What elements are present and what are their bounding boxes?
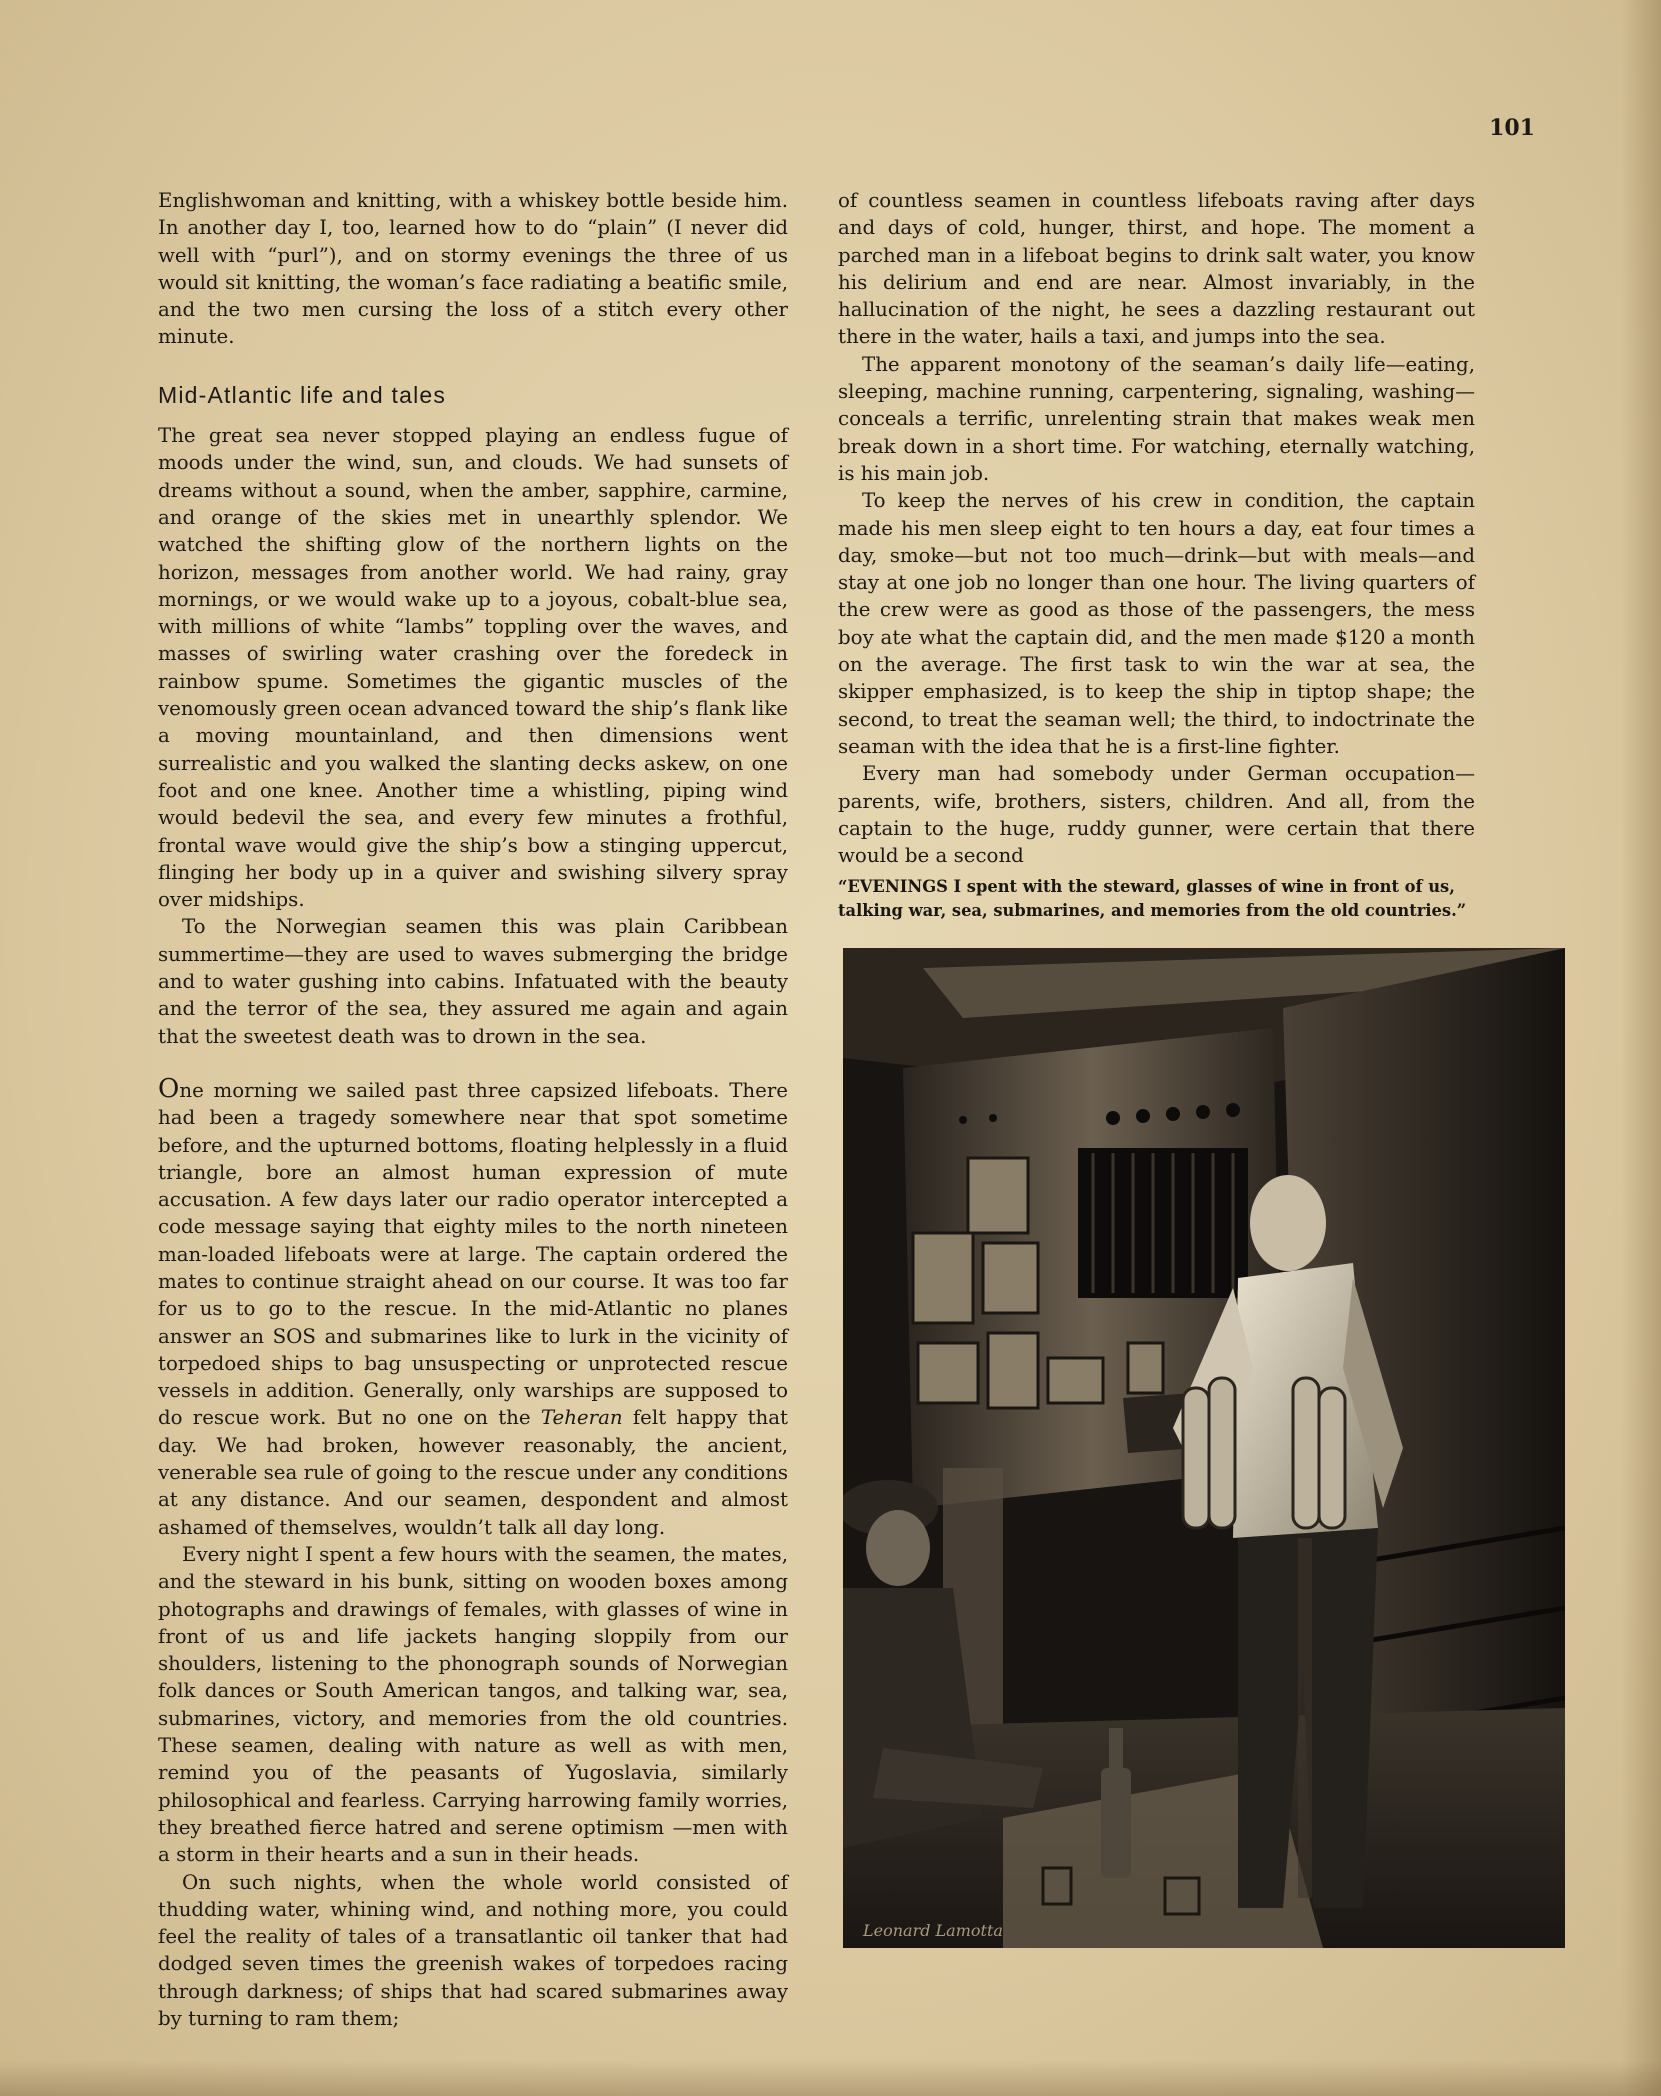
paragraph bbox=[158, 1073, 788, 1541]
artist-signature: Leonard Lamotta bbox=[863, 1921, 1003, 1940]
paragraph: The apparent monotony of the seaman’s daily life—eating, sleeping, machine running, carpentering, signaling, washing—conceals a terrific, unrelenting strain that makes weak men break down in a short time. For watching, eternally watching, is his main job. bbox=[838, 352, 1475, 485]
cup bbox=[1165, 1878, 1199, 1914]
paragraph-text: ne morning we sailed past three capsized lifeboats. There had been a tragedy somewhere near that spot sometime before, and the upturned bottoms, floating helplessly in a fluid triangle, bore an almost human expression of mute accusation. A few days later our radio operator intercepted a code message saying that eighty miles to the north nineteen man-loaded lifeboats were at large. The captain ordered the mates to continue straight ahead on our course. It was too far for us to go to the rescue. In the mid-Atlantic no planes answer an SOS and submarines like to lurk in the vicinity of torpedoed ships to bag unsuspecting or unprotected rescue vessels in addition. Generally, only warships are supposed to do rescue work. But no one on the bbox=[158, 1078, 788, 1430]
bottle-neck bbox=[1109, 1728, 1123, 1773]
left-text-column bbox=[158, 187, 788, 2032]
page-bottom-shadow bbox=[0, 2060, 1661, 2096]
illustration bbox=[843, 948, 1565, 1948]
paragraph: The great sea never stopped playing an endless fugue of moods under the wind, sun, and clouds. We had sunsets of dreams without a sound, when the amber, sapphire, carmine, and orange of the skies met in unearthly splendor. We watched the shifting glow of the northern lights on the horizon, messages from another world. We had rainy, gray mornings, or we would wake up to a joyous, cobalt-blue sea, with millions of white “lambs” toppling over the waves, and masses of swirling water crashing over the foredeck in rainbow spume. Sometimes the gigantic muscles of the venomously green ocean advanced toward the ship’s flank like a moving mountainland, and then dimensions went surrealistic and you walked the slanting decks askew, on one foot and one knee. Another time a whistling, piping wind would bedevil the sea, and every few minutes a frothful, frontal wave would give the ship’s bow a stinging uppercut, flinging her body up in a quiver and swishing silvery spray over midships. bbox=[158, 424, 788, 912]
paragraph: Every night I spent a few hours with the seamen, the mates, and the steward in his bunk, sitting on wooden boxes among photographs and drawings of females, with glasses of wine in front of us and life jackets hanging sloppily from our shoulders, listening to the phonograph sounds of Norwegian folk dances or South American tangos, and talking war, sea, submarines, victory, and memories from the old countries. These seamen, dealing with nature as well as with men, remind you of the peasants of Yugoslavia, similarly philosophical and fearless. Carrying harrowing family worries, they breathed fierce hatred and serene optimism —men with a storm in their hearts and a sun in their heads. bbox=[158, 1542, 788, 1867]
cup bbox=[1043, 1868, 1071, 1904]
curtained-window bbox=[1078, 1148, 1248, 1298]
page-number: 101 bbox=[1489, 115, 1535, 141]
illustration-caption: “EVENINGS I spent with the steward, glasses of wine in front of us, talking war, sea, submarines, and memories from the old countries.” bbox=[838, 877, 1467, 920]
paragraph: Englishwoman and knitting, with a whiskey bottle beside him. In another day I, too, learned how to do “plain” (I never did well with “purl”), and on stormy evenings the three of us would sit knitting, the woman’s face radiating a beatific smile, and the two men cursing the loss of a stitch every other minute. bbox=[158, 189, 788, 349]
paragraph-text: felt happy that day. We had broken, however reasonably, the ancient, venerable sea rule of going to the rescue under any conditions at any distance. And our seamen, despondent and almost ashamed of themselves, wouldn’t talk all day long. bbox=[158, 1406, 788, 1539]
paragraph: Every man had somebody under German occupation—parents, wife, brothers, sisters, children. And all, from the captain to the huge, ruddy gunner, were certain that there would be a second bbox=[838, 762, 1475, 868]
paragraph: On such nights, when the whole world consisted of thudding water, whining wind, and nothing more, you could feel the reality of tales of a transatlantic oil tanker that had dodged seven times the greenish wakes of torpedoes racing through darkness; of ships that had scared submarines away by turning to ram them; bbox=[158, 1870, 788, 2030]
ship-name: Teheran bbox=[540, 1406, 623, 1430]
paragraph: To keep the nerves of his crew in condition, the captain made his men sleep eight to ten hours a day, eat four times a day, smoke—but not too much—drink—but with meals—and stay at one job no longer than one hour. The living quarters of the crew were as good as those of the passengers, the mess boy ate what the captain did, and the men made $120 a month on the average. The first task to win the war at sea, the skipper emphasized, is to keep the ship in tiptop shape; the second, to treat the seaman well; the third, to indoctrinate the seaman with the idea that he is a first-line fighter. bbox=[838, 489, 1475, 758]
paragraph: To the Norwegian seamen this was plain Caribbean summertime—they are used to waves submerging the bridge and to water gushing into cabins. Infatuated with the beauty and the terror of the sea, they assured me again and again that the sweetest death was to drown in the sea. bbox=[158, 915, 788, 1048]
paragraph: of countless seamen in countless lifeboats raving after days and days of cold, hunger, thirst, and hope. The moment a parched man in a lifeboat begins to drink salt water, you know his delirium and end are near. Almost invariably, in the hallucination of the night, he sees a dazzling restaurant out there in the water, hails a taxi, and jumps into the sea. bbox=[838, 189, 1475, 349]
section-heading: Mid-Atlantic life and tales bbox=[158, 381, 447, 408]
wine-bottle bbox=[1101, 1768, 1131, 1878]
page-edge-shadow bbox=[1621, 0, 1661, 2096]
initial-letter: O bbox=[158, 1073, 180, 1104]
right-text-column bbox=[838, 187, 1475, 869]
cabin-scene-drawing bbox=[843, 948, 1565, 1948]
